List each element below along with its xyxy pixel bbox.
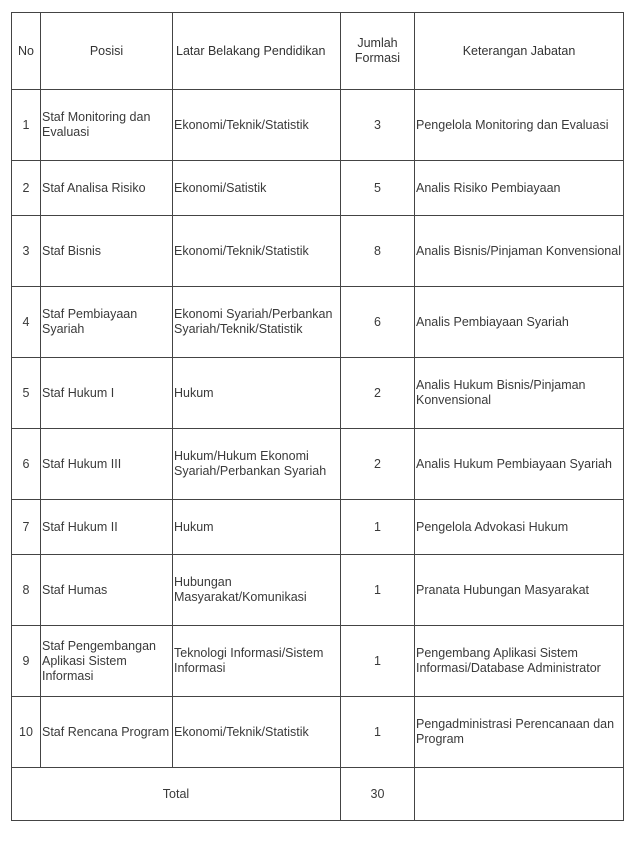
header-no: No [12, 13, 41, 90]
table-row [12, 287, 624, 358]
header-keterangan: Keterangan Jabatan [415, 13, 624, 90]
table-row [12, 358, 624, 429]
cell-latar: Ekonomi Syariah/Perbankan Syariah/Teknik/Statistik [173, 287, 341, 358]
total-empty-cell [415, 768, 624, 821]
cell-no: 6 [12, 429, 41, 500]
cell-keterangan: Pranata Hubungan Masyarakat [415, 555, 624, 626]
table-row [12, 555, 624, 626]
cell-posisi: Staf Hukum I [41, 358, 173, 429]
cell-posisi: Staf Hukum III [41, 429, 173, 500]
cell-posisi: Staf Analisa Risiko [41, 161, 173, 216]
cell-latar: Ekonomi/Teknik/Statistik [173, 216, 341, 287]
cell-posisi: Staf Monitoring dan Evaluasi [41, 90, 173, 161]
cell-keterangan: Pengembang Aplikasi Sistem Informasi/Database Administrator [415, 626, 624, 697]
cell-latar: Ekonomi/Satistik [173, 161, 341, 216]
cell-latar: Ekonomi/Teknik/Statistik [173, 90, 341, 161]
header-latar: Latar Belakang Pendidikan [173, 13, 341, 90]
cell-posisi: Staf Hukum II [41, 500, 173, 555]
header-jumlah: Jumlah Formasi [341, 13, 415, 90]
header-posisi: Posisi [41, 13, 173, 90]
cell-no: 2 [12, 161, 41, 216]
cell-jumlah: 8 [341, 216, 415, 287]
cell-posisi: Staf Rencana Program [41, 697, 173, 768]
cell-latar: Hukum/Hukum Ekonomi Syariah/Perbankan Syariah [173, 429, 341, 500]
total-value: 30 [341, 768, 415, 821]
table-row [12, 697, 624, 768]
cell-no: 3 [12, 216, 41, 287]
cell-no: 4 [12, 287, 41, 358]
cell-no: 8 [12, 555, 41, 626]
cell-jumlah: 1 [341, 500, 415, 555]
cell-no: 5 [12, 358, 41, 429]
cell-keterangan: Analis Risiko Pembiayaan [415, 161, 624, 216]
total-label: Total [12, 768, 341, 821]
cell-latar: Hukum [173, 358, 341, 429]
cell-no: 7 [12, 500, 41, 555]
formation-table [11, 12, 624, 821]
total-row [12, 768, 624, 821]
table-header-row [12, 13, 624, 90]
cell-posisi: Staf Humas [41, 555, 173, 626]
table-row [12, 216, 624, 287]
table-row [12, 90, 624, 161]
cell-latar: Hubungan Masyarakat/Komunikasi [173, 555, 341, 626]
table-row [12, 161, 624, 216]
cell-keterangan: Analis Bisnis/Pinjaman Konvensional [415, 216, 624, 287]
cell-keterangan: Analis Pembiayaan Syariah [415, 287, 624, 358]
cell-keterangan: Analis Hukum Bisnis/Pinjaman Konvensional [415, 358, 624, 429]
cell-keterangan: Pengadministrasi Perencanaan dan Program [415, 697, 624, 768]
cell-posisi: Staf Pengembangan Aplikasi Sistem Informasi [41, 626, 173, 697]
cell-keterangan: Analis Hukum Pembiayaan Syariah [415, 429, 624, 500]
cell-jumlah: 5 [341, 161, 415, 216]
cell-keterangan: Pengelola Monitoring dan Evaluasi [415, 90, 624, 161]
cell-latar: Hukum [173, 500, 341, 555]
cell-no: 10 [12, 697, 41, 768]
cell-jumlah: 1 [341, 697, 415, 768]
cell-keterangan: Pengelola Advokasi Hukum [415, 500, 624, 555]
cell-latar: Ekonomi/Teknik/Statistik [173, 697, 341, 768]
cell-latar: Teknologi Informasi/Sistem Informasi [173, 626, 341, 697]
table-row [12, 626, 624, 697]
cell-jumlah: 6 [341, 287, 415, 358]
cell-posisi: Staf Pembiayaan Syariah [41, 287, 173, 358]
table-row [12, 500, 624, 555]
cell-jumlah: 3 [341, 90, 415, 161]
cell-no: 9 [12, 626, 41, 697]
table-row [12, 429, 624, 500]
cell-jumlah: 1 [341, 555, 415, 626]
cell-jumlah: 2 [341, 358, 415, 429]
cell-posisi: Staf Bisnis [41, 216, 173, 287]
cell-jumlah: 2 [341, 429, 415, 500]
cell-no: 1 [12, 90, 41, 161]
cell-jumlah: 1 [341, 626, 415, 697]
